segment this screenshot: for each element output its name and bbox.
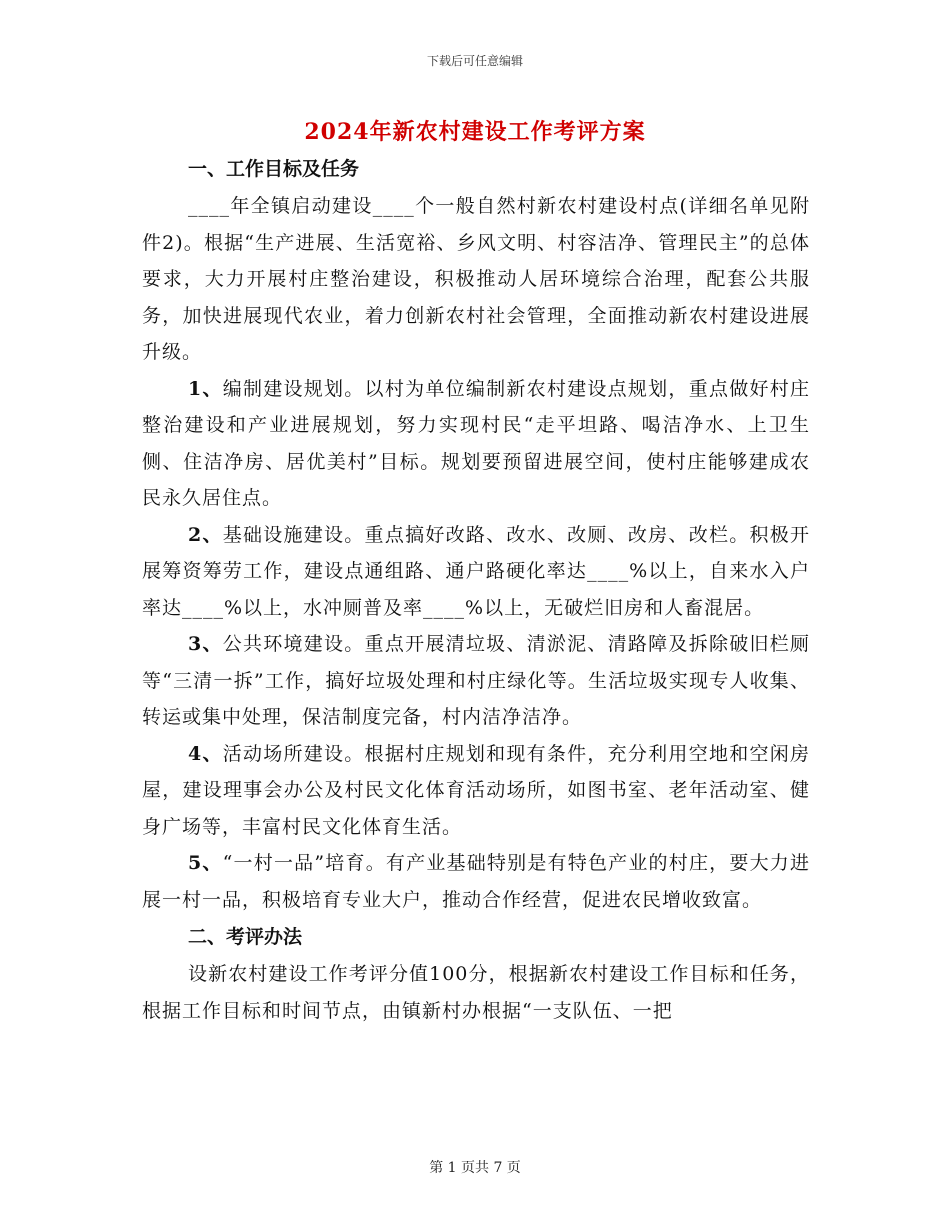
page-number: 第 1 页共 7 页 xyxy=(429,1160,521,1176)
section-heading-1: 一、工作目标及任务 xyxy=(188,158,360,180)
paragraph-evaluation xyxy=(142,956,810,1029)
item-number: 3、 xyxy=(188,633,223,655)
paragraph-text: 设新农村建设工作考评分值100分，根据新农村建设工作目标和任务，根据工作目标和时间节点，由镇新村办根据“一支队伍、一把 xyxy=(142,963,810,1022)
paragraph-item-3 xyxy=(142,626,810,736)
header-note: 下载后可任意编辑 xyxy=(426,54,523,68)
item-number: 2、 xyxy=(188,523,223,546)
paragraph-item-1 xyxy=(142,371,810,517)
paragraph-text: 基础设施建设。重点搞好改路、改水、改厕、改房、改栏。积极开展筹资筹劳工作，建设点通组路、通户路硬化率达____%以上，自来水入户率达____%以上，水冲厕普及率____%以上，无破烂旧房和人畜混居。 xyxy=(142,523,810,619)
paragraph-text: 编制建设规划。以村为单位编制新农村建设点规划，重点做好村庄整治建设和产业进展规划，努力实现村民“走平坦路、喝洁净水、上卫生侧、住洁净房、居优美村”目标。规划要预留进展空间，使村庄能够建成农民永久居住点。 xyxy=(142,377,810,509)
paragraph-intro xyxy=(142,188,810,371)
document-body xyxy=(142,150,810,1029)
page-title: 2024年新农村建设工作考评方案 xyxy=(304,119,646,145)
item-number: 1、 xyxy=(188,377,223,400)
item-number: 5、 xyxy=(188,852,223,874)
item-number: 4、 xyxy=(188,742,223,765)
paragraph-text: 公共环境建设。重点开展清垃圾、清淤泥、清路障及拆除破旧栏厕等“三清一拆”工作，搞好垃圾处理和村庄绿化等。生活垃圾实现专人收集、转运或集中处理，保洁制度完备，村内洁净洁净。 xyxy=(142,633,810,728)
paragraph-text: ____年全镇启动建设____个一般自然村新农村建设村点(详细名单见附件2)。根据“生产进展、生活宽裕、乡风文明、村容洁净、管理民主”的总体要求，大力开展村庄整治建设，积极推动人居环境综合治理，配套公共服务，加快进展现代农业，着力创新农村社会管理，全面推动新农村建设进展升级。 xyxy=(142,195,810,363)
paragraph-item-4 xyxy=(142,736,810,846)
paragraph-item-5 xyxy=(142,845,810,918)
paragraph-text: “一村一品”培育。有产业基础特别是有特色产业的村庄，要大力进展一村一品，积极培育专业大户，推动合作经营，促进农民增收致富。 xyxy=(142,852,810,911)
section-heading-2: 二、考评办法 xyxy=(188,926,303,948)
paragraph-text: 活动场所建设。根据村庄规划和现有条件，充分利用空地和空闲房屋，建设理事会办公及村民文化体育活动场所，如图书室、老年活动室、健身广场等，丰富村民文化体育生活。 xyxy=(142,742,810,838)
paragraph-item-2 xyxy=(142,517,810,627)
